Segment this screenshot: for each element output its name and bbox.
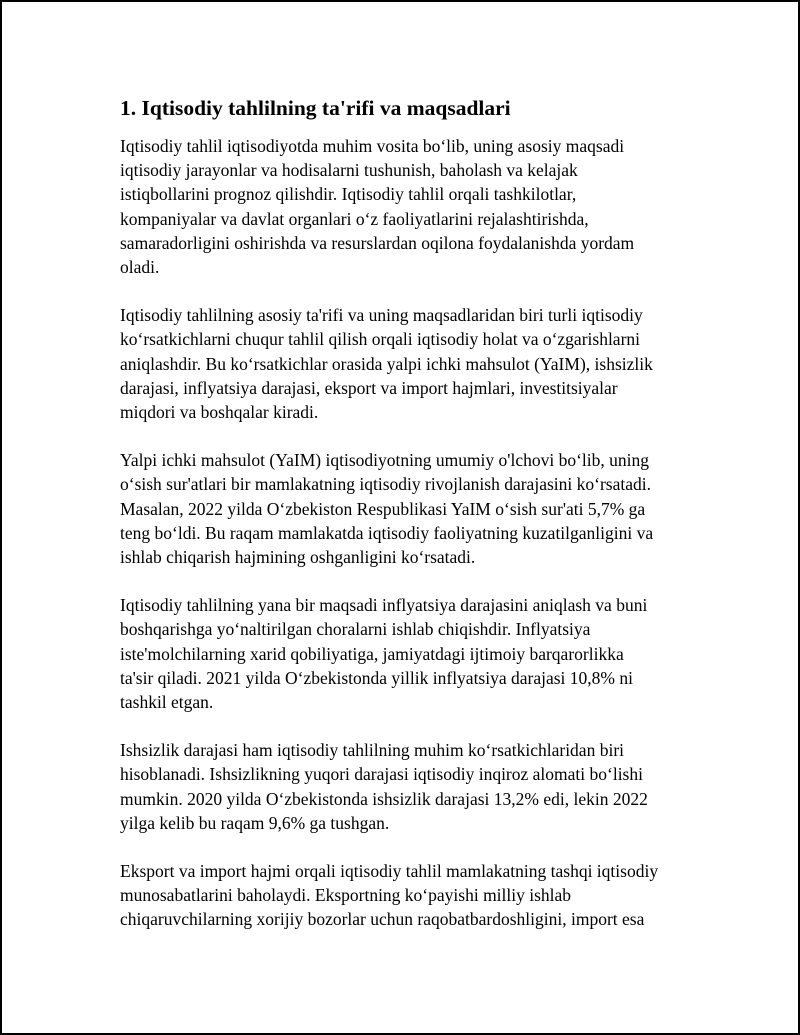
text-line: Eksport va import hajmi orqali iqtisodiy tahlil mamlakatning tashqi iqtisodiy — [120, 861, 659, 882]
text-line: ko‘rsatkichlarni chuqur tahlil qilish orqali iqtisodiy holat va o‘zgarishlarni — [120, 329, 641, 350]
text-line: tashkil etgan. — [120, 692, 214, 713]
paragraph — [120, 134, 710, 279]
text-line: aniqlashdir. Bu ko‘rsatkichlar orasida yalpi ichki mahsulot (YaIM), ishsizlik — [120, 353, 653, 374]
text-line: ta'sir qiladi. 2021 yilda O‘zbekistonda yillik inflyatsiya darajasi 10,8% ni — [120, 667, 633, 688]
section-heading: 1. Iqtisodiy tahlilning ta'rifi va maqsadlari — [120, 96, 511, 120]
text-line: ishlab chiqarish hajmining oshganligini ko‘rsatadi. — [120, 547, 476, 568]
text-line: darajasi, inflyatsiya darajasi, eksport va import hajmlari, investitsiyalar — [120, 377, 618, 398]
text-line: hisoblanadi. Ishsizlikning yuqori darajasi iqtisodiy inqiroz alomati bo‘lishi — [120, 764, 643, 785]
document-body — [120, 94, 710, 956]
text-line: iqtisodiy jarayonlar va hodisalarni tushunish, baholash va kelajak — [120, 160, 578, 181]
text-line: Iqtisodiy tahlil iqtisodiyotda muhim vosita bo‘lib, uning asosiy maqsadi — [120, 136, 625, 156]
text-line: teng bo‘ldi. Bu raqam mamlakatda iqtisodiy faoliyatning kuzatilganligini va — [120, 522, 654, 543]
paragraph — [120, 859, 710, 932]
text-line: mumkin. 2020 yilda O‘zbekistonda ishsizlik darajasi 13,2% edi, lekin 2022 — [120, 788, 648, 809]
text-line: Iqtisodiy tahlilning asosiy ta'rifi va uning maqsadlaridan biri turli iqtisodiy — [120, 305, 643, 326]
text-line: yilga kelib bu raqam 9,6% ga tushgan. — [120, 812, 390, 833]
text-line: iste'molchilarning xarid qobiliyatiga, jamiyatdagi ijtimoiy barqarorlikka — [120, 643, 624, 664]
text-line: samaradorligini oshirishda va resurslardan oqilona foydalanishda yordam — [120, 232, 635, 253]
text-line: Iqtisodiy tahlilning yana bir maqsadi inflyatsiya darajasini aniqlash va buni — [120, 595, 648, 616]
text-line: Ishsizlik darajasi ham iqtisodiy tahlilning muhim ko‘rsatkichlaridan biri — [120, 740, 625, 761]
paragraph — [120, 738, 710, 835]
paragraph — [120, 448, 710, 569]
text-line: Yalpi ichki mahsulot (YaIM) iqtisodiyotning umumiy o'lchovi bo‘lib, uning — [120, 450, 649, 471]
paragraph — [120, 303, 710, 424]
text-line: oladi. — [120, 257, 160, 278]
text-line: munosabatlarini baholaydi. Eksportning ko‘payishi milliy ishlab — [120, 885, 572, 906]
text-line: o‘sish sur'atlari bir mamlakatning iqtisodiy rivojlanish darajasini ko‘rsatadi. — [120, 474, 651, 495]
paragraph — [120, 593, 710, 714]
text-line: boshqarishga yo‘naltirilgan choralarni ishlab chiqishdir. Inflyatsiya — [120, 619, 591, 640]
text-line: Masalan, 2022 yilda O‘zbekiston Respublikasi YaIM o‘sish sur'ati 5,7% ga — [120, 498, 646, 519]
text-line: chiqaruvchilarning xorijiy bozorlar uchun raqobatbardoshligini, import esa — [120, 909, 645, 930]
text-line: istiqbollarini prognoz qilishdir. Iqtisodiy tahlil orqali tashkilotlar, — [120, 184, 577, 205]
text-line: kompaniyalar va davlat organlari o‘z faoliyatlarini rejalashtirishda, — [120, 208, 589, 229]
text-line: miqdori va boshqalar kiradi. — [120, 402, 319, 423]
